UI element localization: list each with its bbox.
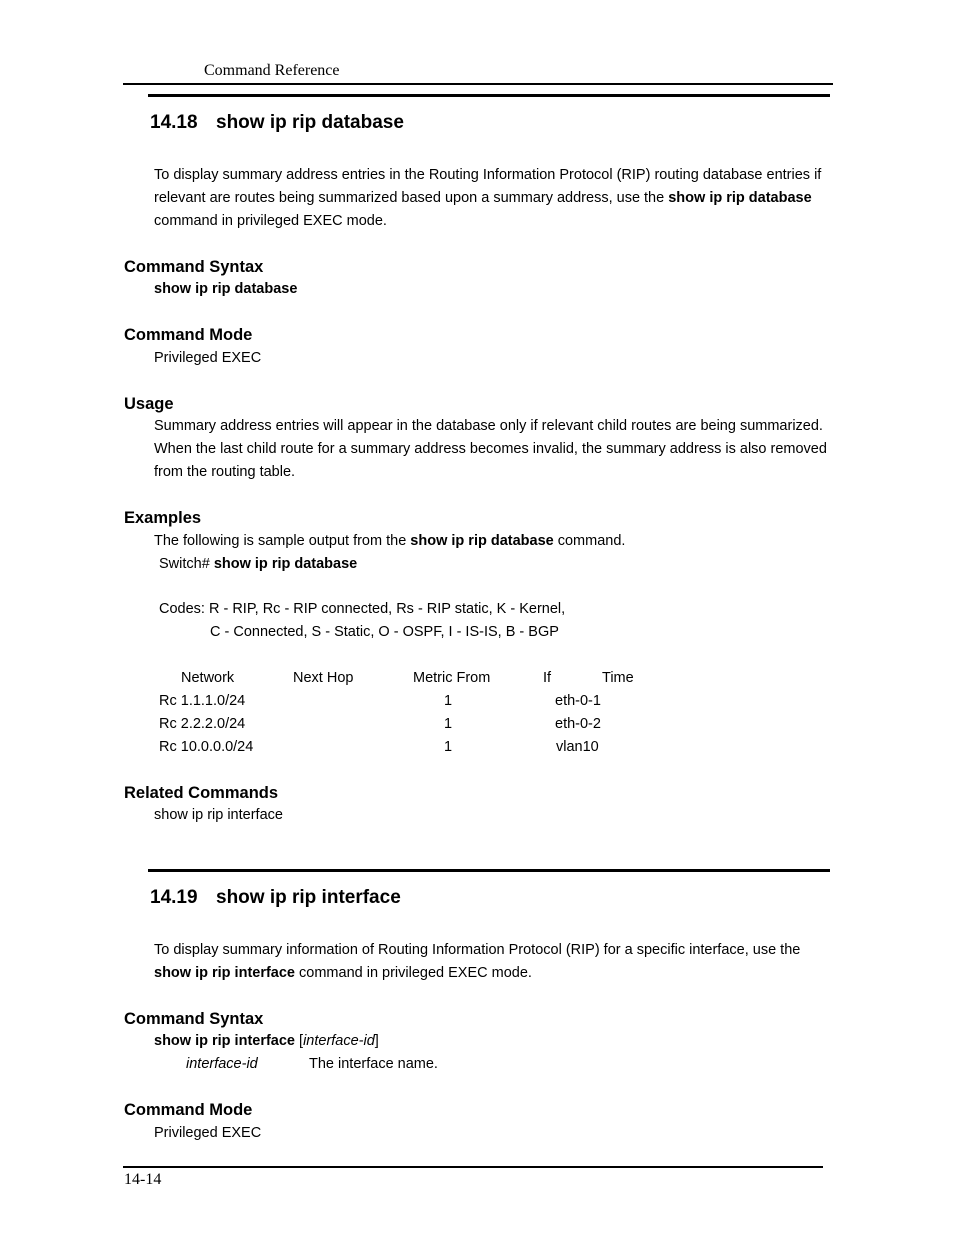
table-row-2-network: Rc 2.2.2.0/24 [159, 716, 246, 732]
section-title-1418 [150, 112, 404, 134]
command-syntax-heading: Command Syntax [124, 258, 264, 276]
param-description: The interface name. [309, 1056, 438, 1072]
command-syntax-text-2: show ip rip interface [interface-id] [154, 1033, 379, 1049]
related-command-link: show ip rip interface [154, 807, 283, 823]
table-row-1-if: eth-0-1 [555, 693, 601, 709]
table-header-metric-from: Metric From [413, 670, 491, 686]
examples-intro: The following is sample output from the show ip rip database command. [154, 533, 626, 549]
codes-line-1: Codes: R - RIP, Rc - RIP connected, Rs - RIP static, K - Kernel, [159, 601, 566, 617]
section-number: 14.18 [150, 112, 198, 133]
table-header-time: Time [602, 670, 634, 686]
command-syntax-heading-2: Command Syntax [124, 1010, 264, 1028]
table-row-2-metric: 1 [444, 716, 453, 732]
command-mode-text-2: Privileged EXEC [154, 1125, 262, 1141]
table-row-3-if: vlan10 [556, 739, 599, 755]
command-mode-text: Privileged EXEC [154, 350, 262, 366]
param-name: interface-id [186, 1056, 258, 1072]
command-syntax-text: show ip rip database [154, 281, 298, 297]
intro-command: show ip rip database [668, 190, 812, 206]
table-header-network: Network [181, 670, 235, 686]
related-commands-heading: Related Commands [124, 784, 279, 802]
table-row-3-metric: 1 [444, 739, 453, 755]
command-mode-heading: Command Mode [124, 326, 253, 344]
table-header-if: If [543, 670, 552, 686]
section-title-1419 [150, 887, 401, 909]
intro-paragraph-1418: To display summary address entries in the Routing Information Protocol (RIP) routing database entries if relevant are routes being summarized based upon a summary address, use the show ip rip database command in privileged EXEC mode. [154, 167, 822, 229]
running-header: Command Reference [204, 62, 340, 79]
command-mode-heading-2: Command Mode [124, 1101, 253, 1119]
section-rule-2 [148, 869, 830, 872]
usage-heading: Usage [124, 395, 174, 413]
section-rule-1 [148, 94, 830, 97]
intro-paragraph-1419: To display summary information of Routing Information Protocol (RIP) for a specific interface, use the show ip rip interface command in privileged EXEC mode. [154, 942, 801, 981]
footer-rule [123, 1166, 823, 1168]
header-rule [123, 83, 833, 85]
examples-heading: Examples [124, 509, 202, 527]
section-title-text: show ip rip interface [216, 887, 401, 908]
section-title-text: show ip rip database [216, 112, 404, 133]
example-prompt: Switch# show ip rip database [159, 556, 358, 572]
table-header-next-hop: Next Hop [293, 670, 354, 686]
table-row-2-if: eth-0-2 [555, 716, 601, 732]
section-number: 14.19 [150, 887, 198, 908]
table-row-1-metric: 1 [444, 693, 453, 709]
table-row-3-network: Rc 10.0.0.0/24 [159, 739, 254, 755]
table-row-1-network: Rc 1.1.1.0/24 [159, 693, 246, 709]
page-number: 14-14 [124, 1171, 162, 1188]
codes-line-2: C - Connected, S - Static, O - OSPF, I - IS-IS, B - BGP [210, 624, 559, 640]
usage-text: Summary address entries will appear in the database only if relevant child routes are being summarized. When the last child route for a summary address becomes invalid, the summary address is also removed from the routing table. [154, 418, 827, 480]
